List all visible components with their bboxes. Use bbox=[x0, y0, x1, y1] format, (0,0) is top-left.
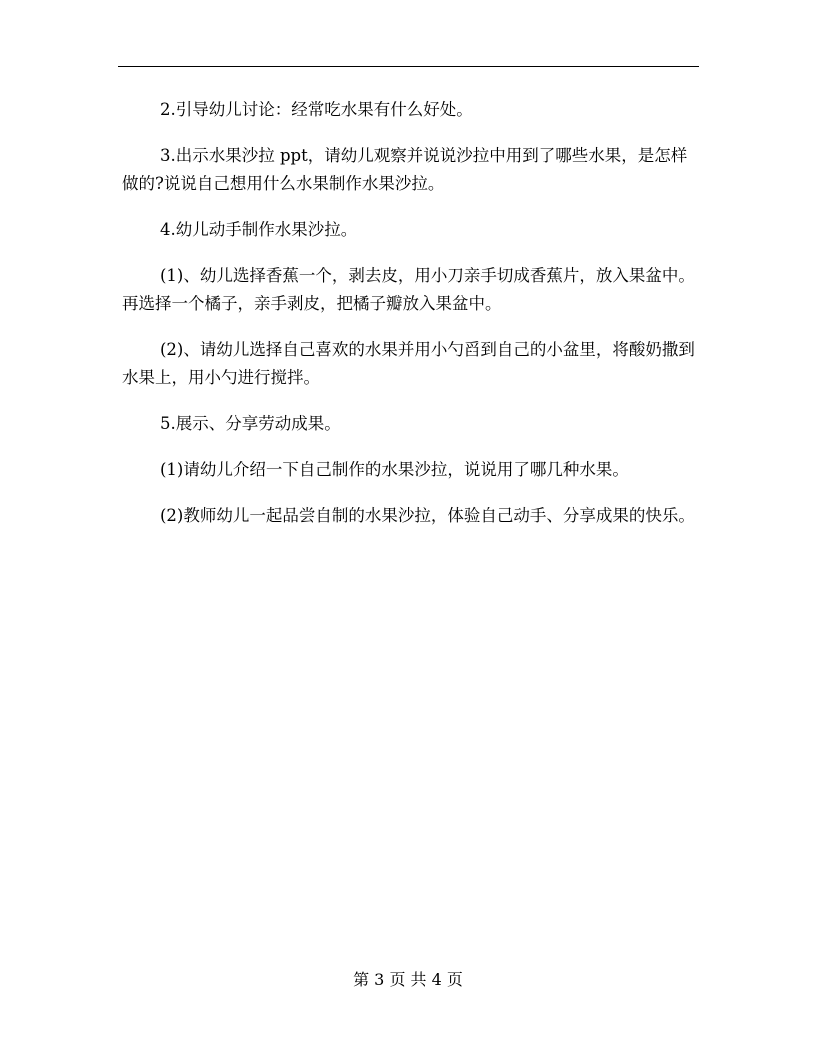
paragraph-step-3: 3.出示水果沙拉 ppt，请幼儿观察并说说沙拉中用到了哪些水果，是怎样做的?说说自己想用什么水果制作水果沙拉。 bbox=[122, 146, 688, 193]
paragraph-gap bbox=[122, 438, 702, 456]
paragraph-gap bbox=[122, 318, 702, 336]
paragraph-gap bbox=[122, 124, 702, 142]
paragraph-step-4-sub-2: (2)、请幼儿选择自己喜欢的水果并用小勺舀到自己的小盆里，将酸奶撒到水果上，用小勺进行搅拌。 bbox=[122, 340, 695, 387]
paragraph-step-5-sub-2: (2)教师幼儿一起品尝自制的水果沙拉，体验自己动手、分享成果的快乐。 bbox=[160, 506, 695, 525]
paragraph-gap bbox=[122, 392, 702, 410]
paragraph-step-5-sub-1: (1)请幼儿介绍一下自己制作的水果沙拉，说说用了哪几种水果。 bbox=[160, 460, 629, 479]
paragraph-gap bbox=[122, 198, 702, 216]
document-body bbox=[122, 96, 702, 530]
paragraph-step-5: 5.展示、分享劳动成果。 bbox=[160, 414, 341, 433]
header-rule bbox=[118, 66, 699, 67]
paragraph-step-4-sub-1: (1)、幼儿选择香蕉一个，剥去皮，用小刀亲手切成香蕉片，放入果盆中。再选择一个橘子，亲手剥皮，把橘子瓣放入果盆中。 bbox=[122, 266, 695, 313]
page-number-footer: 第 3 页 共 4 页 bbox=[353, 970, 463, 989]
paragraph-step-2: 2.引导幼儿讨论：经常吃水果有什么好处。 bbox=[160, 100, 473, 119]
paragraph-gap bbox=[122, 244, 702, 262]
paragraph-step-4: 4.幼儿动手制作水果沙拉。 bbox=[160, 220, 358, 239]
paragraph-gap bbox=[122, 484, 702, 502]
